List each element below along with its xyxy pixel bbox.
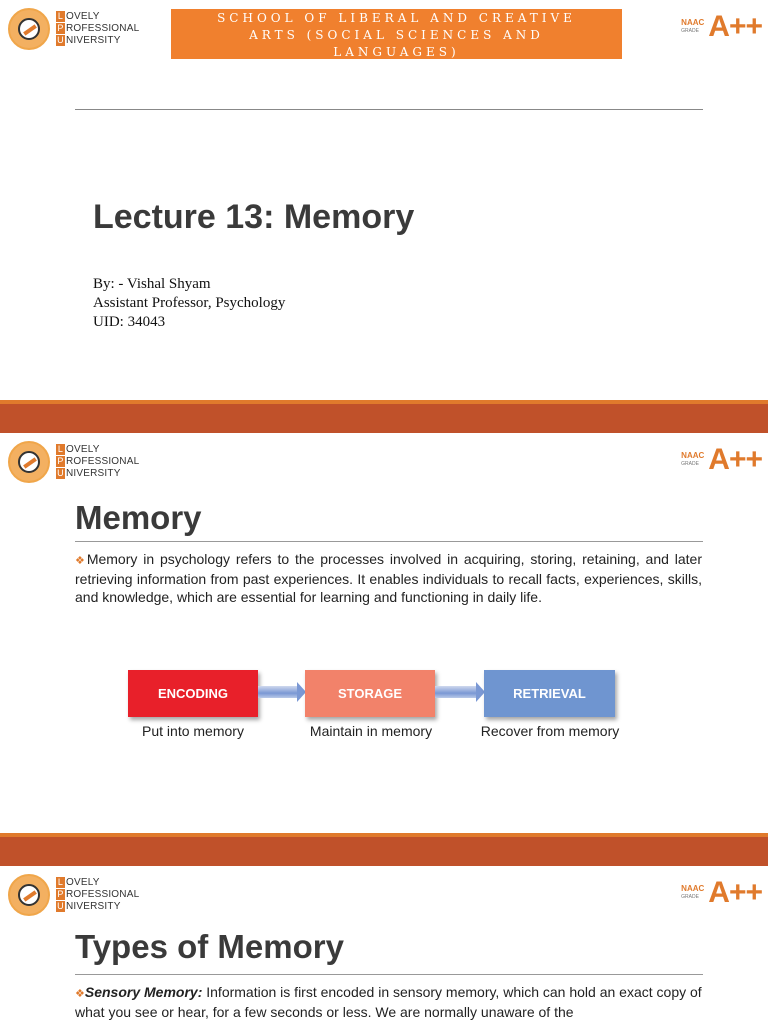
logo-text-rofessional: ROFESSIONAL (66, 889, 140, 900)
naac-badge (681, 12, 762, 42)
logo-text-ovely: OVELY (66, 444, 100, 455)
naac-sub: GRADE (681, 28, 699, 34)
logo-initial-u: U (57, 35, 64, 45)
naac-label: NAAC (681, 451, 705, 460)
naac-badge (681, 878, 762, 908)
lpu-emblem-icon (8, 8, 50, 50)
lpu-logo (8, 8, 139, 50)
logo-initial-p: P (57, 456, 64, 466)
logo-initial-p: P (57, 889, 64, 899)
arrow-right-icon (258, 686, 298, 698)
logo-initial-l: L (57, 444, 64, 454)
banner-line-2: ARTS (SOCIAL SCIENCES AND (249, 28, 544, 42)
logo-initial-l: L (57, 877, 64, 887)
encoding-box: ENCODING (128, 670, 258, 717)
logo-text-niversity: NIVERSITY (66, 468, 121, 479)
author-name: By: - Vishal Shyam (93, 276, 211, 292)
logo-initial-u: U (57, 901, 64, 911)
logo-text-ovely: OVELY (66, 877, 100, 888)
sensory-memory-description: Information is first encoded in sensory memory, which can hold an exact copy of what you see or hear, for a few seconds or less. We are normally unaware of the (75, 984, 702, 1020)
title-slide (0, 0, 768, 400)
author-block (93, 275, 285, 332)
memory-slide (0, 433, 768, 833)
memory-process-diagram (0, 433, 768, 833)
storage-caption: Maintain in memory (309, 723, 433, 739)
lecture-title: Lecture 13: Memory (93, 198, 415, 236)
lpu-wordmark (56, 877, 139, 913)
school-banner (171, 9, 622, 59)
header-rule (75, 109, 703, 110)
naac-label: NAAC (681, 884, 705, 893)
banner-line-1: SCHOOL OF LIBERAL AND CREATIVE (217, 11, 576, 25)
logo-initial-u: U (57, 468, 64, 478)
diamond-bullet-icon: ❖ (75, 555, 87, 567)
storage-box: STORAGE (305, 670, 435, 717)
sensory-memory-text (75, 983, 702, 1021)
naac-grade: A++ (708, 443, 762, 476)
heading-rule (75, 974, 703, 975)
naac-label: NAAC (681, 18, 705, 27)
retrieval-box: RETRIEVAL (484, 670, 615, 717)
types-of-memory-slide (0, 866, 768, 1024)
banner-line-3: LANGUAGES) (333, 45, 460, 59)
lpu-emblem-icon (8, 874, 50, 916)
naac-grade: A++ (708, 10, 762, 43)
slide-heading: Memory (75, 499, 202, 536)
sensory-memory-term: Sensory Memory: (84, 984, 203, 1000)
author-uid: UID: 34043 (93, 314, 166, 330)
logo-text-rofessional: ROFESSIONAL (66, 456, 140, 467)
slide-divider-band (0, 400, 768, 433)
encoding-caption: Put into memory (142, 723, 244, 739)
naac-sub: GRADE (681, 461, 699, 467)
arrow-right-icon (435, 686, 477, 698)
slide-divider-band (0, 833, 768, 866)
logo-text-niversity: NIVERSITY (66, 901, 121, 912)
lpu-logo (8, 874, 139, 916)
definition-text: Memory in psychology refers to the processes involved in acquiring, storing, retaining, and later retrieving information from past experiences. It enables individuals to recall facts, experiences, skills, and knowledge, which are essential for learning and functioning in daily life. (75, 551, 702, 605)
logo-text-rofessional: ROFESSIONAL (66, 23, 140, 34)
logo-initial-l: L (57, 11, 64, 21)
logo-text-ovely: OVELY (66, 11, 100, 22)
logo-initial-p: P (57, 23, 64, 33)
retrieval-caption: Recover from memory (480, 723, 620, 739)
logo-text-niversity: NIVERSITY (66, 35, 121, 46)
lpu-wordmark (56, 11, 139, 47)
diamond-bullet-icon: ❖ (75, 988, 85, 1000)
naac-sub: GRADE (681, 894, 699, 900)
slide-heading: Types of Memory (75, 928, 344, 965)
naac-grade: A++ (708, 876, 762, 909)
author-position: Assistant Professor, Psychology (93, 295, 286, 311)
